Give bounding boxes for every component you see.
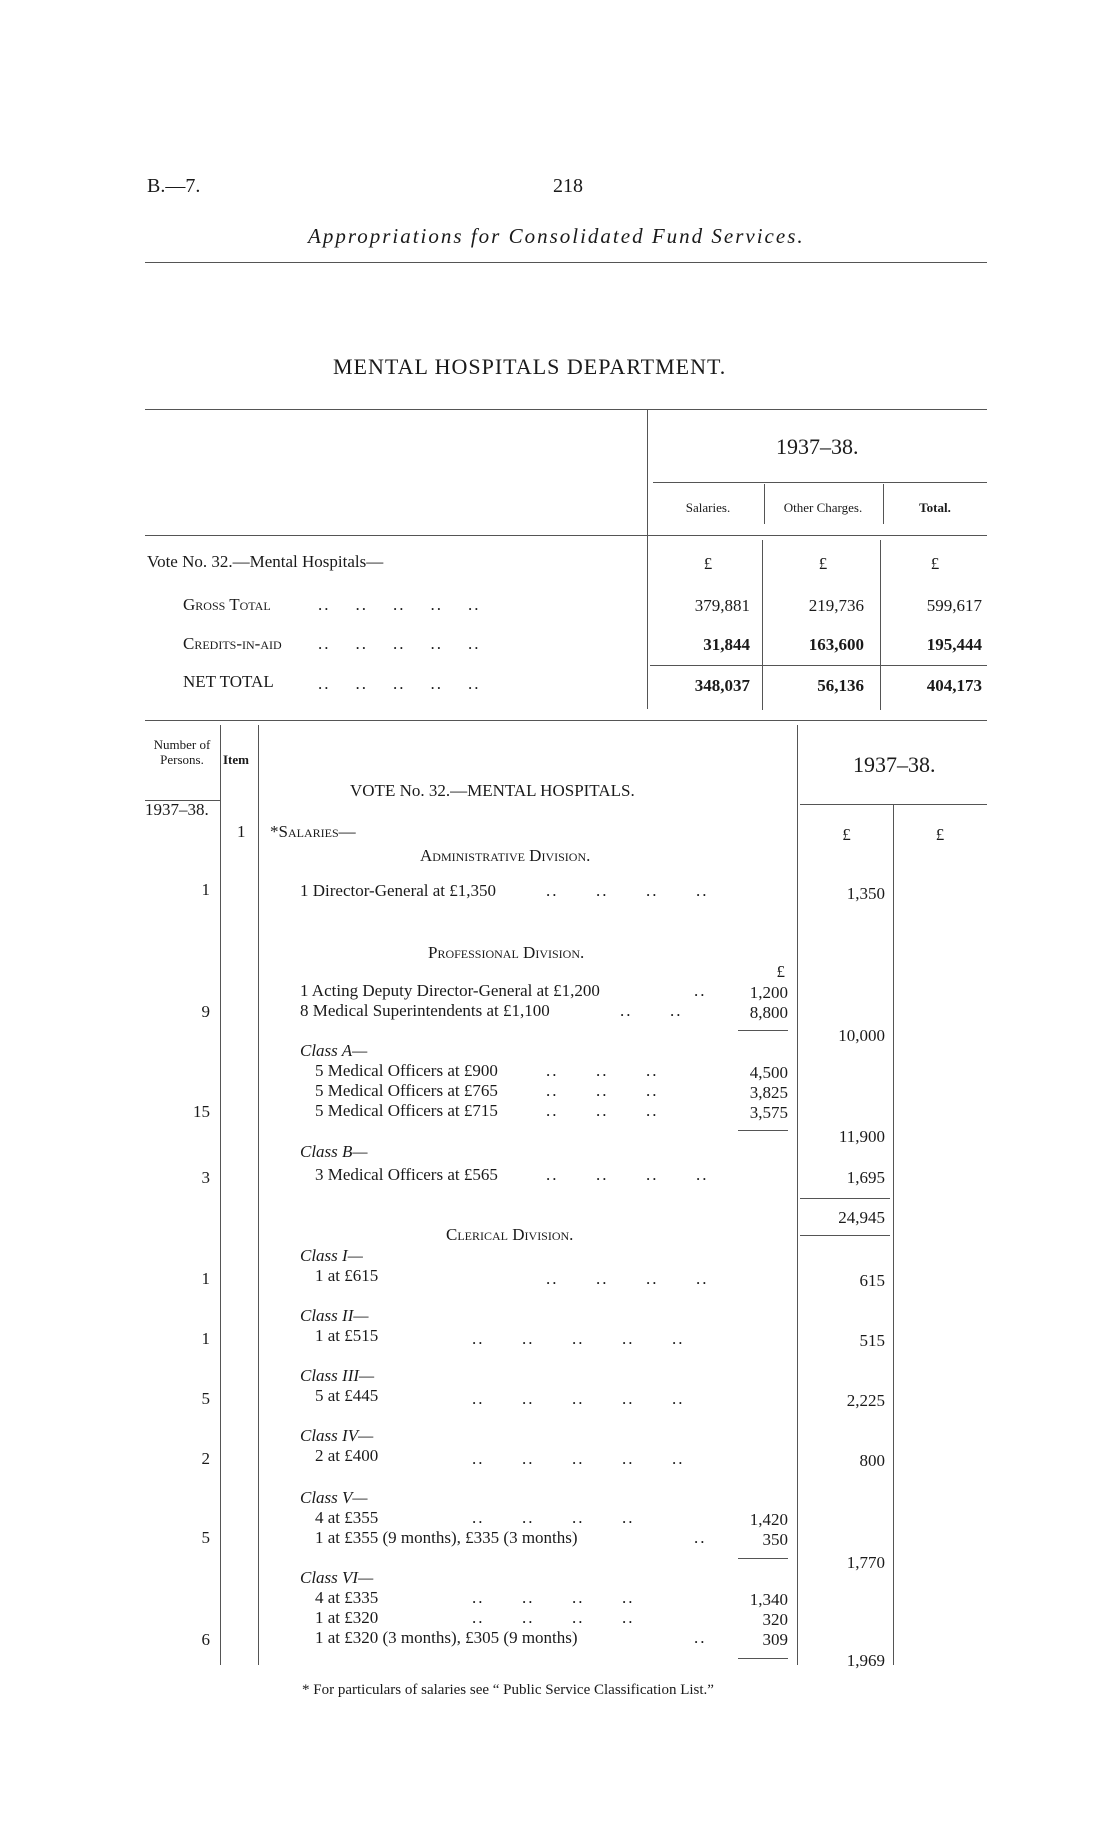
- clerical-amount: 515: [859, 1331, 885, 1350]
- clerical-class-label: Class II—: [300, 1306, 369, 1325]
- clerical-division-heading: Clerical Division.: [446, 1225, 574, 1244]
- leader-dots: .. .. .. .. ..: [472, 1329, 685, 1348]
- leader-dots: .. ..: [620, 1001, 683, 1020]
- gross-other: 219,736: [808, 596, 864, 615]
- prof-line: 1 Acting Deputy Director-General at £1,200: [300, 981, 600, 1000]
- admin-division-heading: Administrative Division.: [420, 846, 591, 865]
- page-title: MENTAL HOSPITALS DEPARTMENT.: [333, 354, 727, 379]
- admin-persons: 1: [201, 880, 210, 899]
- subtotal-rule: [738, 1130, 788, 1131]
- class-v-sub: 1,420: [749, 1510, 788, 1529]
- clerical-class-line: 1 at £515: [315, 1326, 379, 1345]
- vote-label: Vote No. 32.—Mental Hospitals—: [147, 552, 384, 571]
- prof-total: 24,945: [838, 1208, 885, 1227]
- gross-salaries: 379,881: [694, 596, 750, 615]
- persons-divider: [220, 725, 221, 1665]
- credits-salaries: 31,844: [703, 635, 750, 654]
- summary-top-rule: [145, 409, 987, 410]
- class-a-sub: 3,825: [749, 1083, 788, 1102]
- detail-year: 1937–38.: [853, 752, 936, 777]
- salaries-label: *Salaries—: [270, 822, 356, 841]
- prof-persons: 9: [201, 1002, 210, 1021]
- summary-year: 1937–38.: [776, 434, 859, 459]
- class-vi-sub: 309: [762, 1630, 788, 1649]
- class-vi-sub: 320: [762, 1610, 788, 1629]
- prof-sub: 1,200: [749, 983, 788, 1002]
- credits-in-aid-label: Credits-in-aid: [183, 634, 282, 653]
- col-number-of-persons: Number of Persons.: [153, 737, 211, 767]
- currency-salaries: £: [703, 554, 713, 573]
- subtotal-rule: [738, 1030, 788, 1031]
- prof-total-rule: [800, 1198, 890, 1199]
- col-other-charges: Other Charges.: [783, 500, 863, 515]
- class-a-label: Class A—: [300, 1041, 368, 1060]
- prof-line: 8 Medical Superintendents at £1,100: [300, 1001, 550, 1020]
- class-b-amount: 1,695: [846, 1168, 885, 1187]
- credits-other: 163,600: [808, 635, 864, 654]
- col-salaries: Salaries.: [685, 500, 731, 515]
- net-rule: [650, 665, 987, 666]
- clerical-class-label: Class IV—: [300, 1426, 374, 1445]
- summary-year-rule: [653, 482, 987, 483]
- running-title: Appropriations for Consolidated Fund Services.: [308, 224, 805, 248]
- leader-dots: .. .. .. ..: [472, 1588, 635, 1607]
- leader-dots: .. .. .. ..: [472, 1608, 635, 1627]
- col-year-left: 1937–38.: [145, 800, 209, 819]
- clerical-class-label: Class I—: [300, 1246, 363, 1265]
- leader-dots: .. .. ..: [546, 1061, 659, 1080]
- col-total: Total.: [919, 500, 951, 515]
- net-other: 56,136: [817, 676, 864, 695]
- summary-header-rule: [145, 535, 987, 536]
- clerical-class-line: 1 at £615: [315, 1266, 379, 1285]
- class-a-line: 5 Medical Officers at £715: [315, 1101, 498, 1120]
- class-a-sub: 3,575: [749, 1103, 788, 1122]
- col-item: Item: [223, 752, 249, 767]
- net-salaries: 348,037: [694, 676, 750, 695]
- class-a-line: 5 Medical Officers at £765: [315, 1081, 498, 1100]
- class-v-total: 1,770: [846, 1553, 885, 1572]
- leader-dots: .. .. .. .. ..: [318, 674, 481, 693]
- summary-divider: [647, 409, 648, 709]
- item-number: 1: [237, 822, 246, 841]
- leader-dots: .. .. .. ..: [546, 1269, 709, 1288]
- leader-dots: .. .. .. ..: [472, 1508, 635, 1527]
- clerical-amount: 2,225: [846, 1391, 885, 1410]
- amount-divider-2: [893, 805, 894, 1665]
- class-v-line: 4 at £355: [315, 1508, 379, 1527]
- clerical-persons: 5: [201, 1389, 210, 1408]
- class-v-line: 1 at £355 (9 months), £335 (3 months): [315, 1528, 578, 1547]
- net-total-label: NET TOTAL: [183, 672, 274, 691]
- vote-heading: VOTE No. 32.—MENTAL HOSPITALS.: [350, 781, 635, 800]
- leader-dots: ..: [694, 1628, 707, 1647]
- class-v-sub: 350: [762, 1530, 788, 1549]
- class-vi-line: 1 at £320: [315, 1608, 379, 1627]
- class-vi-sub: 1,340: [749, 1590, 788, 1609]
- gross-total: 599,617: [926, 596, 982, 615]
- class-vi-total: 1,969: [846, 1651, 885, 1670]
- currency-2: £: [935, 825, 945, 844]
- admin-amount: 1,350: [846, 884, 885, 903]
- class-a-persons: 15: [193, 1102, 210, 1121]
- class-v-persons: 5: [201, 1528, 210, 1547]
- clerical-amount: 615: [859, 1271, 885, 1290]
- prof-division-heading: Professional Division.: [428, 943, 585, 962]
- net-total: 404,173: [926, 676, 982, 695]
- clerical-class-label: Class III—: [300, 1366, 375, 1385]
- prof-subtotal: 10,000: [838, 1026, 885, 1045]
- class-a-total: 11,900: [838, 1127, 885, 1146]
- summary-col-line-1: [762, 540, 763, 710]
- document-reference: B.—7.: [147, 175, 201, 197]
- leader-dots: .. .. .. .. ..: [318, 634, 481, 653]
- class-a-line: 5 Medical Officers at £900: [315, 1061, 498, 1080]
- footnote: * For particulars of salaries see “ Public Service Classification List.”: [302, 1682, 714, 1698]
- leader-dots: .. .. .. .. ..: [472, 1389, 685, 1408]
- clerical-amount: 800: [859, 1451, 885, 1470]
- class-vi-label: Class VI—: [300, 1568, 374, 1587]
- clerical-persons: 1: [201, 1329, 210, 1348]
- leader-dots: .. .. ..: [546, 1101, 659, 1120]
- class-vi-line: 4 at £335: [315, 1588, 379, 1607]
- gross-total-label: Gross Total: [183, 595, 271, 614]
- leader-dots: .. .. .. .. ..: [472, 1449, 685, 1468]
- year-rule: [800, 804, 987, 805]
- prof-sub: 8,800: [749, 1003, 788, 1022]
- class-b-line-text: 3 Medical Officers at £565: [315, 1165, 498, 1184]
- subtotal-rule: [738, 1658, 788, 1659]
- admin-line-text: 1 Director-General at £1,350: [300, 881, 497, 900]
- leader-dots: .. .. ..: [546, 1081, 659, 1100]
- item-divider: [258, 725, 259, 1665]
- page-number: 218: [553, 175, 583, 197]
- class-v-label: Class V—: [300, 1488, 368, 1507]
- header-rule: [145, 262, 987, 263]
- clerical-class-line: 5 at £445: [315, 1386, 379, 1405]
- summary-bottom-rule: [145, 720, 987, 721]
- currency-total: £: [930, 554, 940, 573]
- currency-1: £: [842, 825, 851, 844]
- credits-total: 195,444: [926, 635, 982, 654]
- class-b-persons: 3: [201, 1168, 210, 1187]
- class-vi-line: 1 at £320 (3 months), £305 (9 months): [315, 1628, 578, 1647]
- clerical-persons: 1: [201, 1269, 210, 1288]
- leader-dots: ..: [694, 981, 707, 1000]
- subtotal-rule: [738, 1558, 788, 1559]
- leader-dots: ..: [694, 1528, 707, 1547]
- clerical-persons: 2: [201, 1449, 210, 1468]
- leader-dots: .. .. .. ..: [546, 1165, 709, 1184]
- currency-other: £: [818, 554, 828, 573]
- prof-sub-currency: £: [776, 962, 785, 981]
- clerical-class-line: 2 at £400: [315, 1446, 379, 1465]
- leader-dots: .. .. .. .. ..: [318, 595, 481, 614]
- prof-total-rule-bottom: [800, 1235, 890, 1236]
- class-b-label: Class B—: [300, 1142, 368, 1161]
- amount-divider: [797, 725, 798, 1665]
- class-vi-persons: 6: [201, 1630, 210, 1649]
- leader-dots: .. .. .. ..: [546, 881, 709, 900]
- class-a-sub: 4,500: [749, 1063, 788, 1082]
